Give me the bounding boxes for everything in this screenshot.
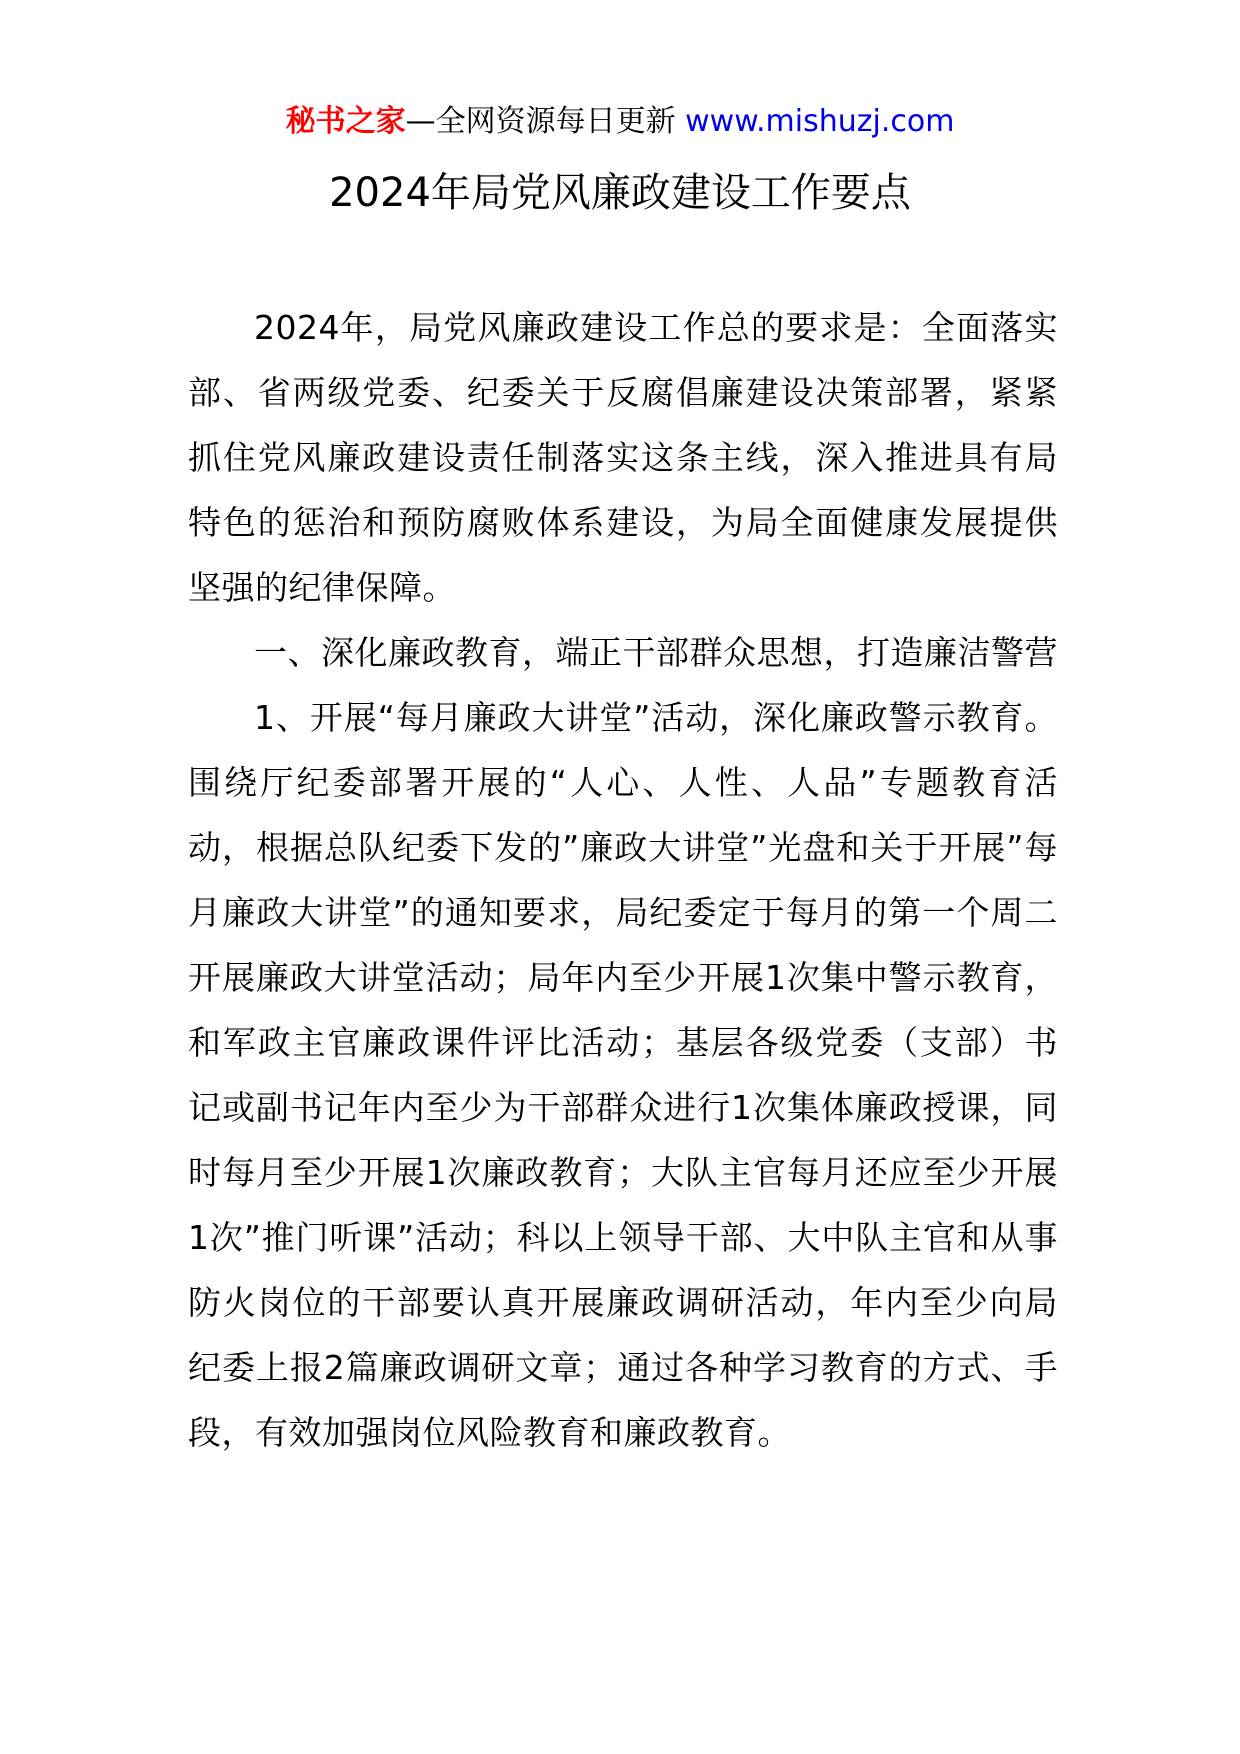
site-header	[0, 100, 1240, 144]
brand-name: 秘书之家	[285, 104, 406, 139]
document-body	[188, 295, 1058, 1465]
header-slogan: —全网资源每日更新	[405, 104, 686, 139]
section-heading: 一、深化廉政教育，端正干部群众思想，打造廉洁警营	[254, 633, 1058, 672]
site-url-link[interactable]: www.mishuzj.com	[685, 104, 955, 139]
intro-paragraph: 2024年，局党风廉政建设工作总的要求是：全面落实部、省两级党委、纪委关于反腐倡廉建设决策部署，紧紧抓住党风廉政建设责任制落实这条主线，深入推进具有局特色的惩治和预防腐败体系建设，为局全面健康发展提供坚强的纪律保障。	[188, 308, 1058, 607]
document-title: 2024年局党风廉政建设工作要点	[329, 170, 911, 216]
section-paragraph: 1、开展“每月廉政大讲堂”活动，深化廉政警示教育。围绕厅纪委部署开展的“人心、人性、人品”专题教育活动，根据总队纪委下发的”廉政大讲堂”光盘和关于开展”每月廉政大讲堂”的通知要求，局纪委定于每月的第一个周二开展廉政大讲堂活动；局年内至少开展1次集中警示教育，和军政主官廉政课件评比活动；基层各级党委（支部）书记或副书记年内至少为干部群众进行1次集体廉政授课，同时每月至少开展1次廉政教育；大队主官每月还应至少开展1次”推门听课”活动；科以上领导干部、大中队主官和从事防火岗位的干部要认真开展廉政调研活动，年内至少向局纪委上报2篇廉政调研文章；通过各种学习教育的方式、手段，有效加强岗位风险教育和廉政教育。	[188, 698, 1058, 1452]
